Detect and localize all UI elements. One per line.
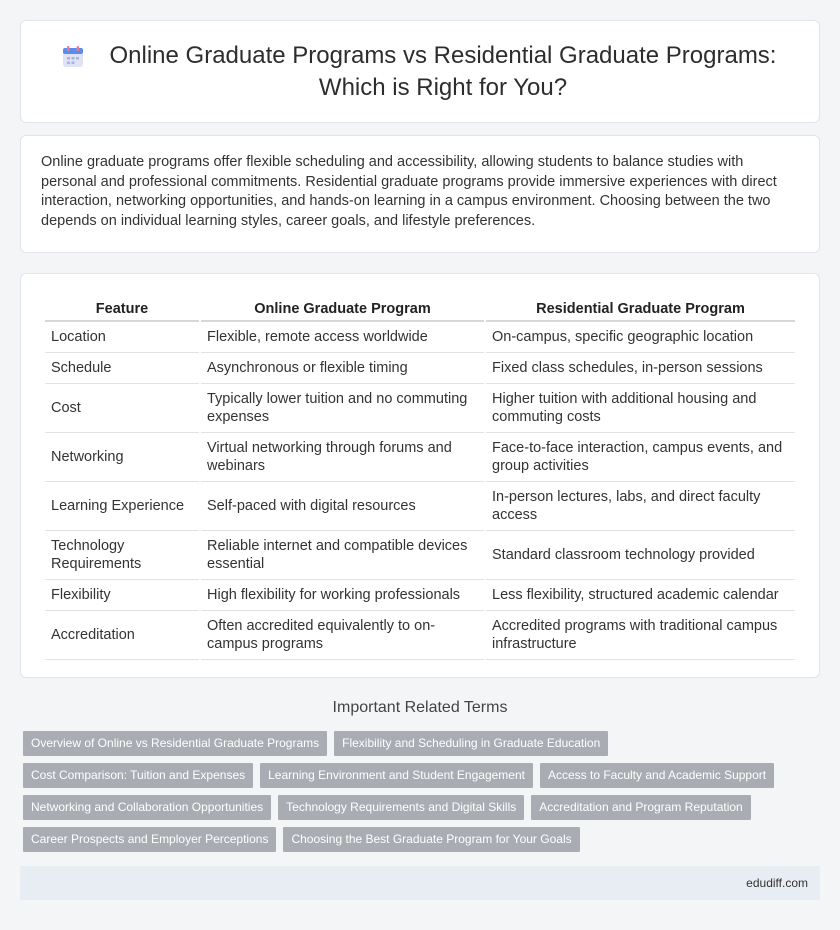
related-term-tag[interactable]: Choosing the Best Graduate Program for Your Goals: [283, 827, 579, 852]
online-cell: High flexibility for working professionals: [201, 580, 484, 611]
feature-cell: Cost: [45, 384, 199, 433]
residential-cell: Less flexibility, structured academic calendar: [486, 580, 795, 611]
comparison-table-card: [20, 273, 820, 678]
header-card: [20, 20, 820, 123]
residential-cell: In-person lectures, labs, and direct faculty access: [486, 482, 795, 531]
online-cell: Often accredited equivalently to on-campus programs: [201, 611, 484, 660]
page-title: Online Graduate Programs vs Residential Graduate Programs: Which is Right for You?: [109, 41, 777, 101]
online-cell: Asynchronous or flexible timing: [201, 353, 484, 384]
comparison-table: [43, 294, 797, 660]
online-cell: Flexible, remote access worldwide: [201, 322, 484, 353]
column-header-feature: Feature: [45, 294, 199, 322]
table-row: [45, 353, 795, 384]
feature-cell: Schedule: [45, 353, 199, 384]
related-term-tag[interactable]: Overview of Online vs Residential Graduate Programs: [23, 731, 327, 756]
residential-cell: Accredited programs with traditional campus infrastructure: [486, 611, 795, 660]
table-row: [45, 482, 795, 531]
online-cell: Typically lower tuition and no commuting expenses: [201, 384, 484, 433]
residential-cell: Fixed class schedules, in-person sessions: [486, 353, 795, 384]
residential-cell: Higher tuition with additional housing and commuting costs: [486, 384, 795, 433]
related-term-tag[interactable]: Networking and Collaboration Opportunities: [23, 795, 271, 820]
residential-cell: Standard classroom technology provided: [486, 531, 795, 580]
feature-cell: Location: [45, 322, 199, 353]
online-cell: Self-paced with digital resources: [201, 482, 484, 531]
related-term-tag[interactable]: Cost Comparison: Tuition and Expenses: [23, 763, 253, 788]
column-header-online: Online Graduate Program: [201, 294, 484, 322]
table-row: [45, 611, 795, 660]
residential-cell: On-campus, specific geographic location: [486, 322, 795, 353]
intro-card: [20, 135, 820, 253]
footer: [20, 866, 820, 900]
table-row: [45, 322, 795, 353]
residential-cell: Face-to-face interaction, campus events, and group activities: [486, 433, 795, 482]
related-term-tag[interactable]: Technology Requirements and Digital Skills: [278, 795, 524, 820]
related-term-tag[interactable]: Flexibility and Scheduling in Graduate Education: [334, 731, 608, 756]
related-term-tag[interactable]: Learning Environment and Student Engagement: [260, 763, 533, 788]
online-cell: Reliable internet and compatible devices essential: [201, 531, 484, 580]
table-row: [45, 580, 795, 611]
related-term-tag[interactable]: Access to Faculty and Academic Support: [540, 763, 774, 788]
column-header-residential: Residential Graduate Program: [486, 294, 795, 322]
intro-paragraph: Online graduate programs offer flexible scheduling and accessibility, allowing students to balance studies with personal and professional commitments. Residential graduate programs provide immersive experiences with direct interaction, networking opportunities, and hands-on learning in a campus environment. Choosing between the two depends on individual learning styles, career goals, and lifestyle preferences.: [41, 154, 777, 229]
related-terms-heading: Important Related Terms: [332, 699, 508, 716]
calendar-icon: [61, 45, 85, 69]
related-term-tag[interactable]: Career Prospects and Employer Perceptions: [23, 827, 276, 852]
feature-cell: Learning Experience: [45, 482, 199, 531]
table-row: [45, 531, 795, 580]
footer-site-link[interactable]: edudiff.com: [746, 876, 808, 890]
feature-cell: Technology Requirements: [45, 531, 199, 580]
table-row: [45, 384, 795, 433]
related-terms-list: [23, 731, 823, 859]
related-term-tag[interactable]: Accreditation and Program Reputation: [531, 795, 750, 820]
feature-cell: Networking: [45, 433, 199, 482]
feature-cell: Flexibility: [45, 580, 199, 611]
table-header-row: [45, 294, 795, 322]
feature-cell: Accreditation: [45, 611, 199, 660]
online-cell: Virtual networking through forums and webinars: [201, 433, 484, 482]
table-row: [45, 433, 795, 482]
